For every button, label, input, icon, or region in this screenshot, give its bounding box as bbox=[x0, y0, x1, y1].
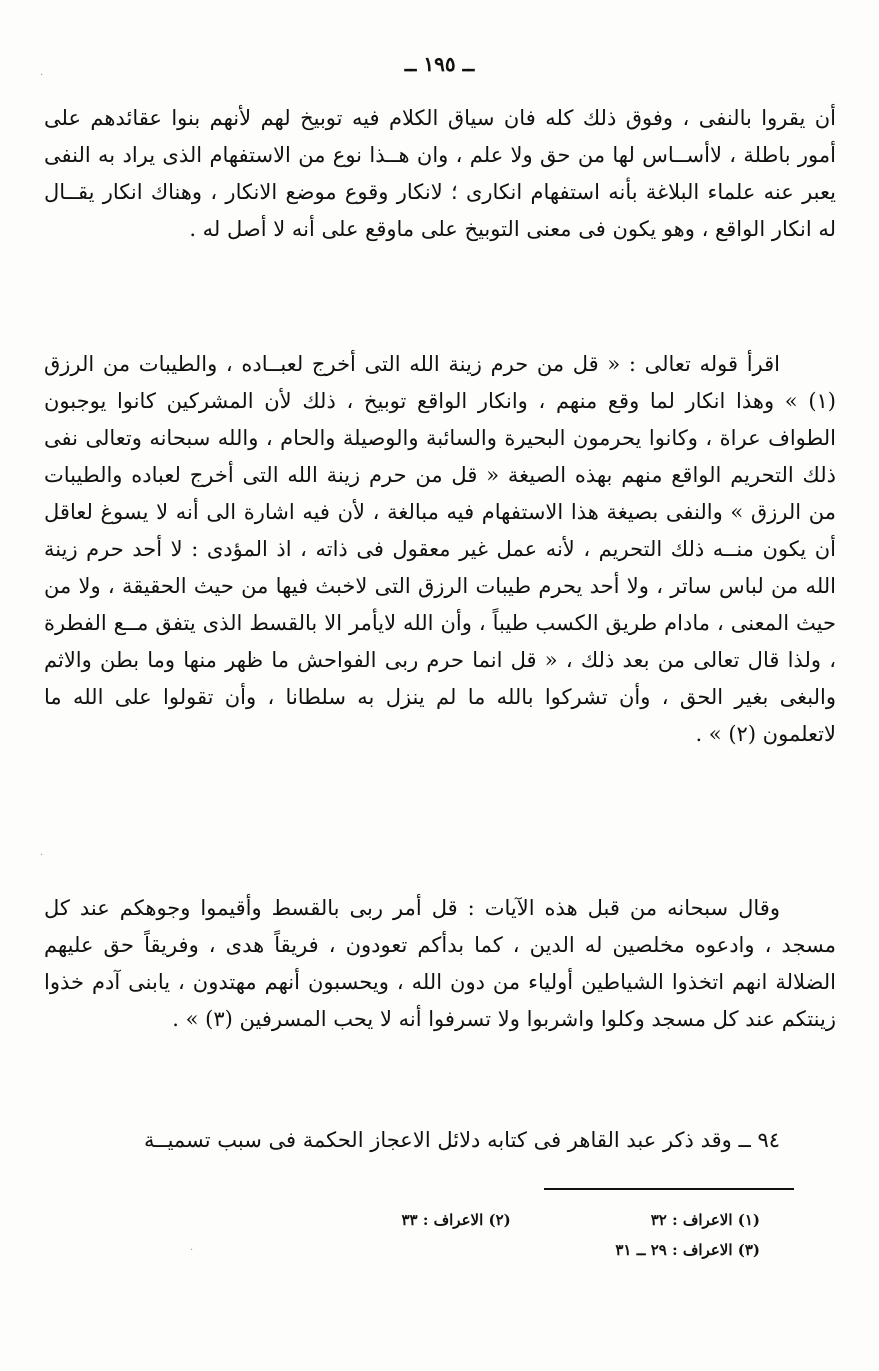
scan-speck: · bbox=[40, 70, 44, 81]
footnote-1: (١) الاعراف : ٣٢ bbox=[650, 1211, 760, 1229]
paragraph-text: اقرأ قوله تعالى : « قل من حرم زينة الله التى أخرج لعبــاده ، والطيبات من الرزق (١) » وهذا انكار لما وقع منهم ، وانكار الواقع توبيخ ، ذلك لأن المشركين كانوا يوجبون الطواف عراة ، وكانوا يحرمون البحيرة والسائبة والوصيلة والحام ، والله سبحانه وتعالى نفى ذلك التحريم الواقع منهم بهذه الصيغة « قل من حرم زينة الله التى أخرج لعباده والطيبات من الرزق » والنفى بصيغة هذا الاستفهام فيه مبالغة ، لأن فيه اشارة الى أنه لا يسوغ لعاقل أن يكون منــه ذلك التحريم ، لأنه عمل غير معقول فى ذاته ، اذ المؤدى : لا أحد حرم زينة الله من لباس ساتر ، ولا أحد يحرم طيبات الرزق التى لاخبث فيها من حيث الحقيقة ، ولا من حيث المعنى ، مادام طريق الكسب طيباً ، وأن الله لايأمر الا بالقسط الذى يتفق مــع الفطرة ، ولذا قال تعالى من بعد ذلك ، « قل انما حرم ربى الفواحش ما ظهر منها وما بطن والاثم والبغى بغير الحق ، وأن تشركوا بالله ما لم ينزل به سلطانا ، وأن تقولوا على الله ما لاتعلمون (٢) » . bbox=[44, 352, 836, 746]
paragraph-3 bbox=[44, 890, 836, 1038]
footnote-divider bbox=[544, 1188, 794, 1190]
paragraph-1 bbox=[44, 100, 836, 248]
paragraph-2 bbox=[44, 346, 836, 753]
page-number: ــ ١٩٥ ــ bbox=[404, 52, 475, 76]
footnote-row bbox=[60, 1205, 760, 1235]
footnote-2: (٢) الاعراف : ٣٣ bbox=[401, 1211, 511, 1229]
paragraph-text: أن يقروا بالنفى ، وفوق ذلك كله فان سياق الكلام فيه توبيخ لهم لأنهم بنوا عقائدهم على أمور باطلة ، لاأســاس لها من حق ولا علم ، وان هــذا نوع من الاستفهام الذى يراد به النفى يعبر عنه علماء البلاغة بأنه استفهام انكارى ؛ لانكار وقوع موضع الانكار ، وهناك انكار يقــال له انكار الواقع ، وهو يكون فى معنى التوبيخ على ماوقع على أنه لا أصل له . bbox=[44, 106, 836, 241]
scan-speck: · bbox=[40, 850, 44, 861]
paragraph-4 bbox=[44, 1122, 836, 1159]
footnote-3: (٣) الاعراف : ٢٩ ــ ٣١ bbox=[615, 1241, 760, 1259]
scan-speck: · bbox=[190, 1245, 194, 1256]
footnote-row bbox=[60, 1235, 760, 1265]
footnotes bbox=[60, 1205, 760, 1265]
paragraph-text: ٩٤ ــ وقد ذكر عبد القاهر فى كتابه دلائل الاعجاز الحكمة فى سبب تسميــة bbox=[144, 1128, 780, 1152]
paragraph-text: وقال سبحانه من قبل هذه الآيات : قل أمر ربى بالقسط وأقيموا وجوهكم عند كل مسجد ، وادعوه مخلصين له الدين ، كما بدأكم تعودون ، فريقاً هدى ، وفريقاً حق عليهم الضلالة انهم اتخذوا الشياطين أولياء من دون الله ، ويحسبون أنهم مهتدون ، يابنى آدم خذوا زينتكم عند كل مسجد وكلوا واشربوا ولا تسرفوا أنه لا يحب المسرفين (٣) » . bbox=[44, 896, 836, 1031]
